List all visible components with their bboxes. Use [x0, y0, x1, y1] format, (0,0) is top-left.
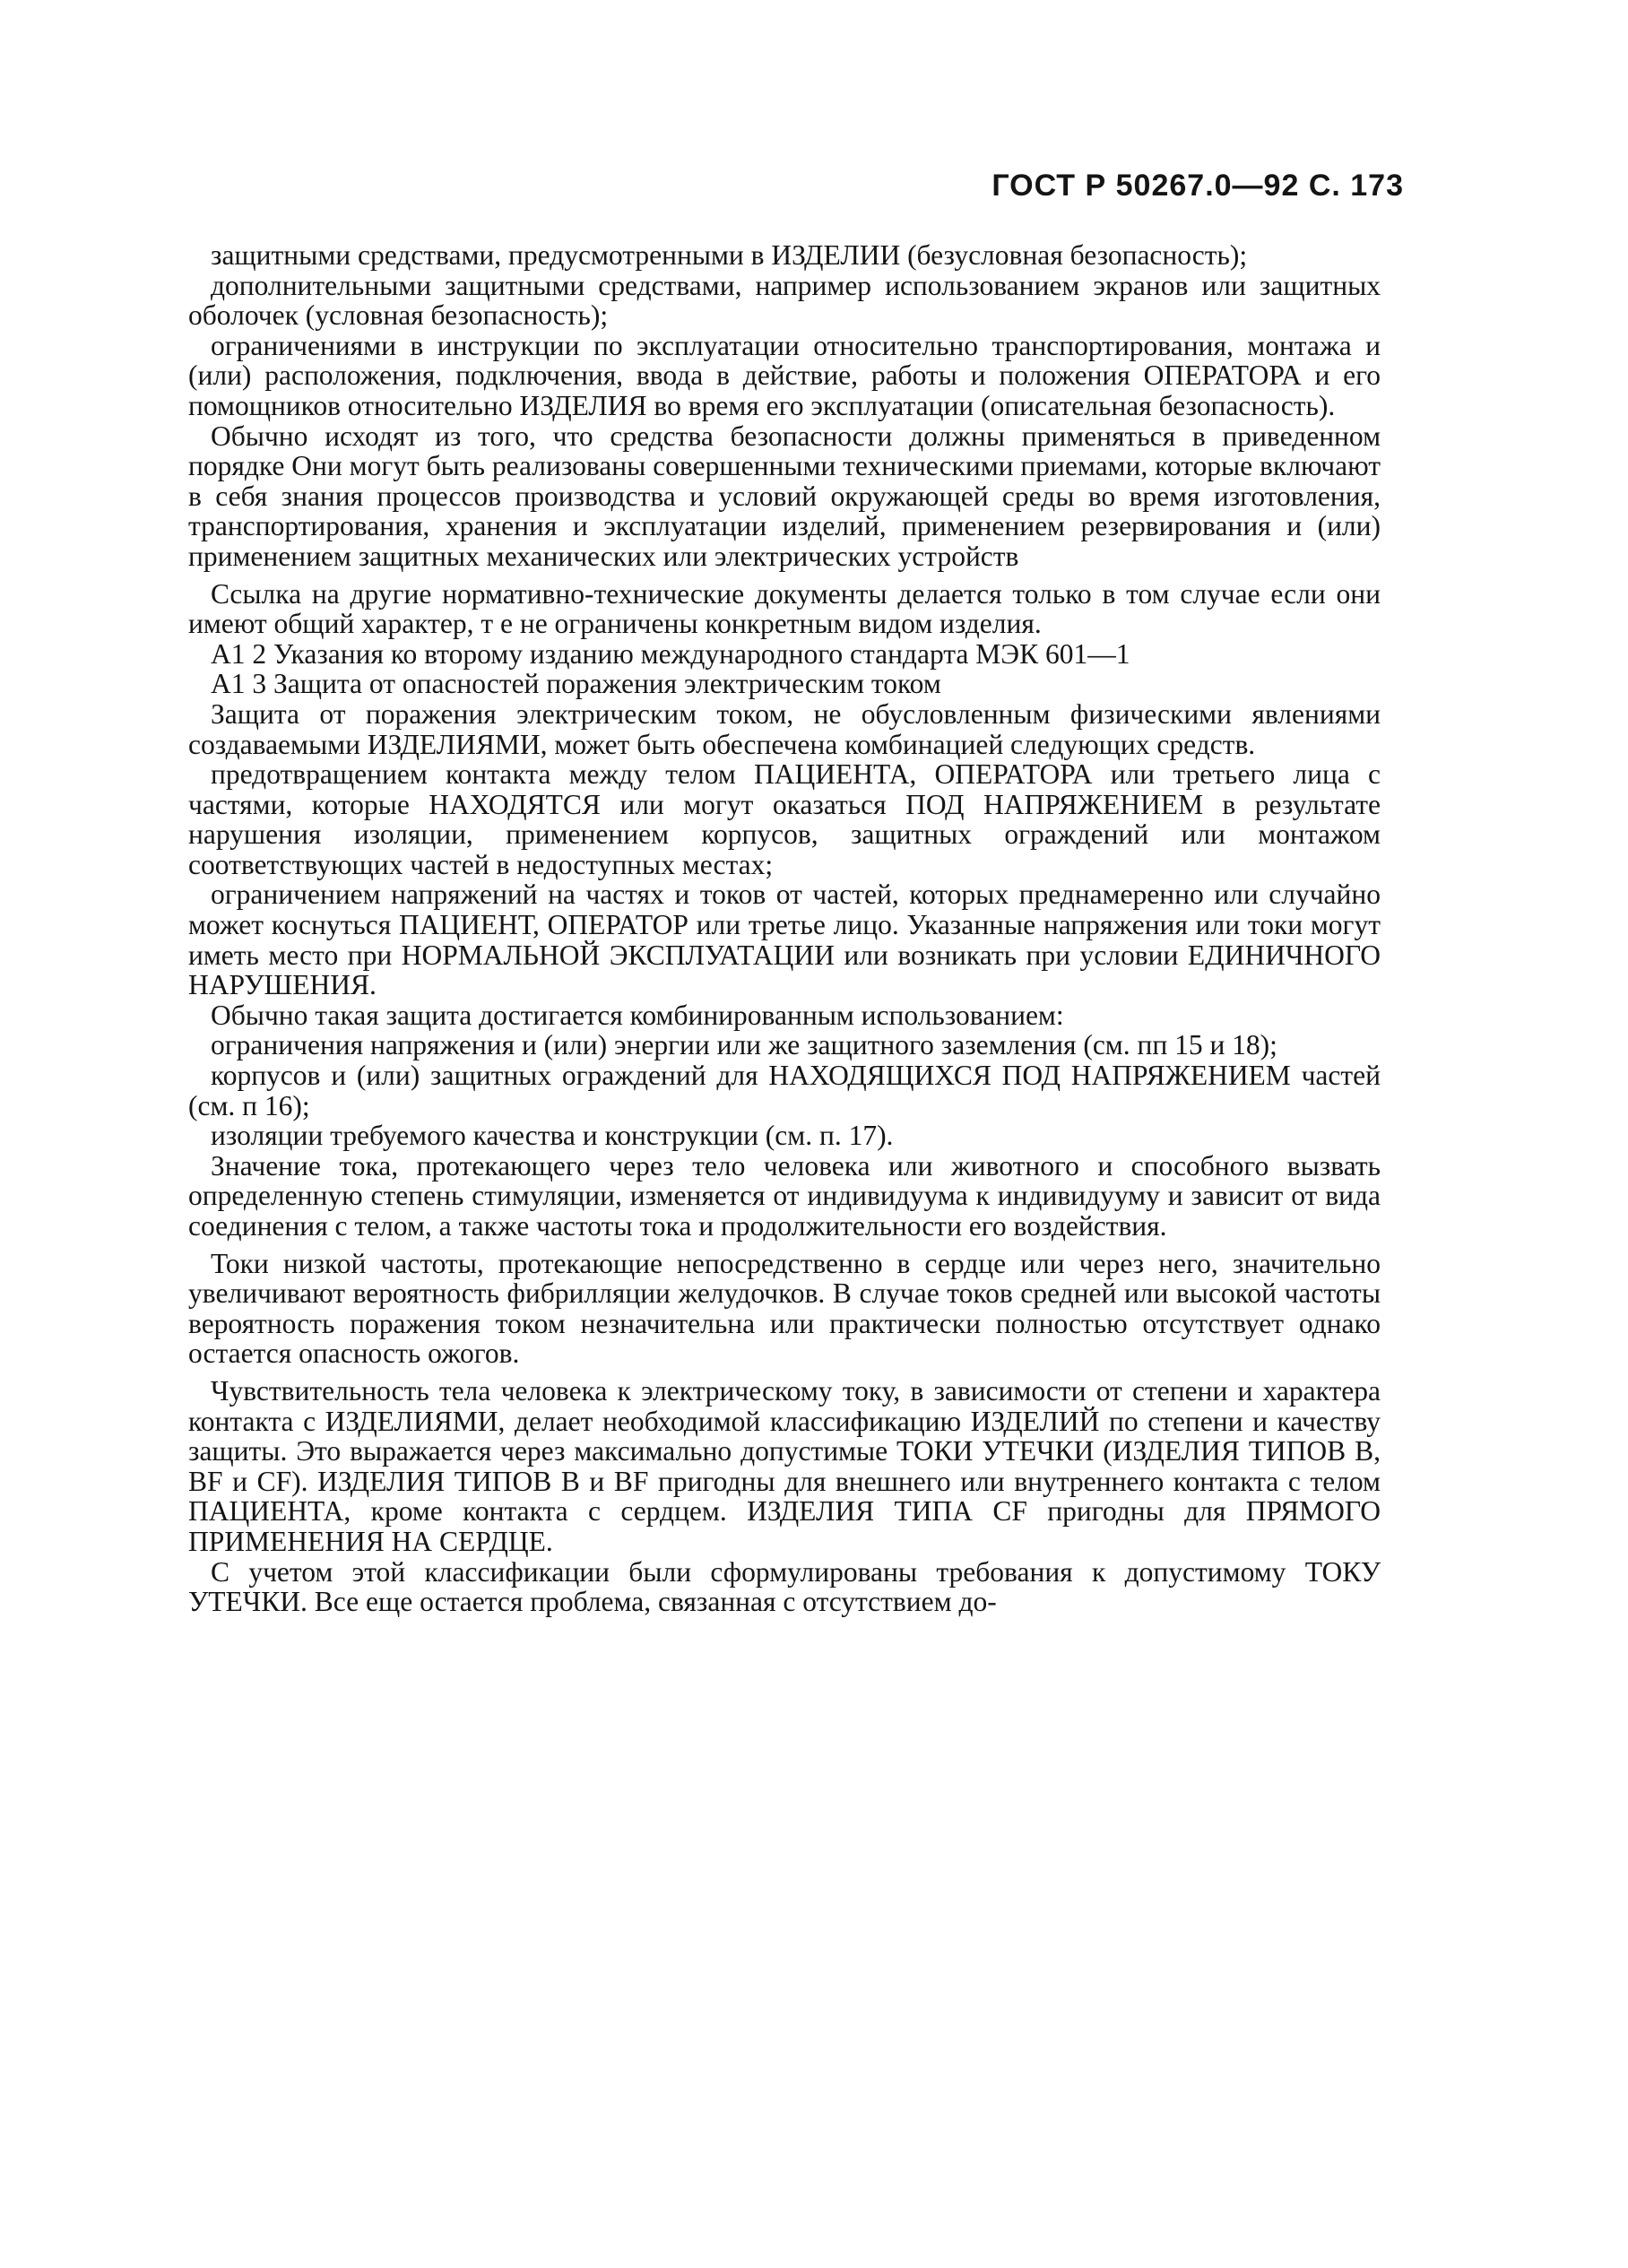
paragraph: предотвращением контакта между телом ПАЦИЕНТА, ОПЕРАТОРА или третьего лица с частями, которые НАХОДЯТСЯ или могут оказаться ПОД НАПРЯЖЕНИЕМ в результате нарушения изоляции, применением корпусов, защитных ограждений или монтажом соответствующих частей в недоступных местах; — [188, 758, 1381, 880]
paragraph: С учетом этой классификации были сформулированы требования к допустимому ТОКУ УТЕЧКИ. Все еще остается проблема, связанная с отсутствием до- — [188, 1555, 1381, 1618]
document-body — [188, 240, 1381, 1617]
paragraph: корпусов и (или) защитных ограждений для НАХОДЯЩИХСЯ ПОД НАПРЯЖЕНИЕМ частей (см. п 16); — [188, 1060, 1381, 1121]
paragraph: Ссылка на другие нормативно-технические документы делается только в том случае если они имеют общий характер, т е не ограничены конкретным видом изделия. — [188, 577, 1381, 640]
paragraph: Значение тока, протекающего через тело человека или животного и способного вызвать определенную степень стимуляции, изменяется от индивидуума к индивидууму и зависит от вида соединения с телом, а также частоты тока и продолжительности его воздействия. — [188, 1149, 1381, 1242]
paragraph: ограничения напряжения и (или) энергии или же защитного заземления (см. пп 15 и 18); — [211, 1029, 1277, 1061]
section-heading: А1 2 Указания ко второму изданию международного стандарта МЭК 601—1 — [211, 637, 1130, 670]
paragraph: ограничением напряжений на частях и токов от частей, которых преднамеренно или случайно может коснуться ПАЦИЕНТ, ОПЕРАТОР или третье лицо. Указанные напряжения или токи могут иметь место при НОРМАЛЬНОЙ ЭКСПЛУАТАЦИИ или возникать при условии ЕДИНИЧНОГО НАРУШЕНИЯ. — [188, 879, 1381, 1001]
paragraph: ограничениями в инструкции по эксплуатации относительно транспортирования, монтажа и (или) расположения, подключения, ввода в действие, работы и положения ОПЕРАТОРА и его помощников относительно ИЗДЕЛИЯ во время его эксплуатации (описательная безопасность). — [188, 329, 1381, 421]
paragraph: дополнительными защитными средствами, например использованием экранов или защитных оболочек (условная безопасность); — [188, 269, 1381, 332]
paragraph: Обычно исходят из того, что средства безопасности должны применяться в приведенном порядке Они могут быть реализованы совершенными техническими приемами, которые включают в себя знания процессов производства и условий окружающей среды во время изготовления, транспортирования, хранения и эксплуатации изделий, применением резервирования и (или) применением защитных механических или электрических устройств — [188, 420, 1381, 572]
paragraph: изоляции требуемого качества и конструкции (см. п. 17). — [211, 1120, 894, 1152]
paragraph: защитными средствами, предусмотренными в ИЗДЕЛИИ (безусловная безопасность); — [211, 239, 1248, 271]
paragraph: Обычно такая защита достигается комбинированным использованием: — [211, 999, 1064, 1031]
paragraph: Чувствительность тела человека к электрическому току, в зависимости от степени и характера контакта с ИЗДЕЛИЯМИ, делает необходимой классификацию ИЗДЕЛИЙ по степени и качеству защиты. Это выражается через максимально допустимые ТОКИ УТЕЧКИ (ИЗДЕЛИЯ ТИПОВ В, BF и CF). ИЗДЕЛИЯ ТИПОВ В и BF пригодны для внешнего или внутреннего контакта с телом ПАЦИЕНТА, кроме контакта с сердцем. ИЗДЕЛИЯ ТИПА CF пригодны для ПРЯМОГО ПРИМЕНЕНИЯ НА СЕРДЦЕ. — [188, 1374, 1381, 1557]
page-header: ГОСТ Р 50267.0—92 С. 173 — [992, 169, 1404, 203]
paragraph: Защита от поражения электрическим током, не обусловленным физическими явлениями создаваемыми ИЗДЕЛИЯМИ, может быть обеспечена комбинацией следующих средств. — [188, 697, 1381, 760]
section-heading: А1 3 Защита от опасностей поражения электрическим током — [211, 668, 941, 700]
paragraph: Токи низкой частоты, протекающие непосредственно в сердце или через него, значительно увеличивают вероятность фибрилляции желудочков. В случае токов средней или высокой частоты вероятность поражения током незначительна или практически полностью отсутствует однако остается опасность ожогов. — [188, 1247, 1381, 1370]
